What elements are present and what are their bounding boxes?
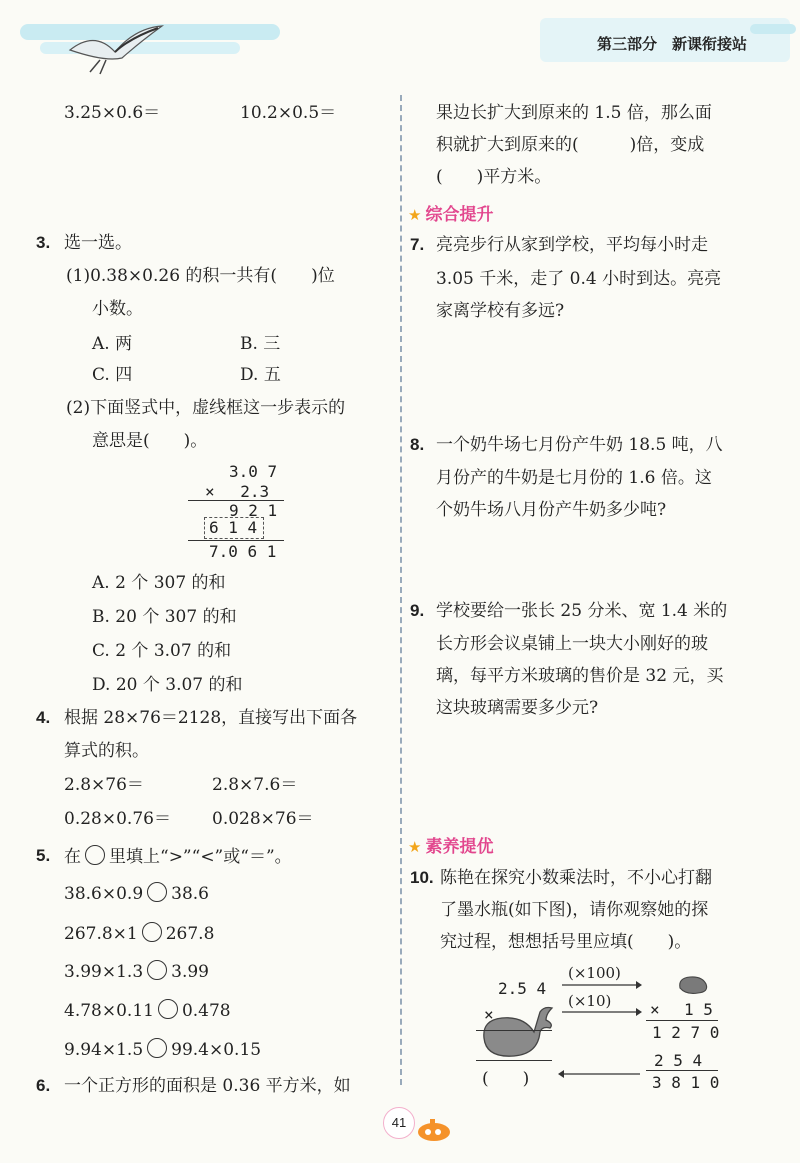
option-c[interactable]: C. 四 <box>92 365 133 385</box>
fig-text: 1 2 7 0 <box>652 1023 720 1042</box>
answer-circle[interactable] <box>158 999 178 1019</box>
fig-line <box>476 1030 552 1031</box>
question-title: 选一选。 <box>64 233 132 253</box>
calc-row: × 2.3 <box>205 482 270 501</box>
arrow-label: (×100) <box>568 964 621 982</box>
calc-item: 3.25×0.6＝ <box>64 103 161 123</box>
answer-circle[interactable] <box>147 960 167 980</box>
calc-item: 2.8×7.6＝ <box>212 775 298 795</box>
fig-line <box>646 1070 718 1071</box>
question-number: 6. <box>36 1076 51 1095</box>
question-text: 这块玻璃需要多少元? <box>436 698 599 718</box>
fig-text: 1 5 <box>684 1000 713 1019</box>
question-text: 长方形会议桌铺上一块大小刚好的玻 <box>436 634 708 654</box>
fig-text: 3 8 1 0 <box>652 1073 720 1092</box>
section-heading: ★ 素养提优 <box>408 837 494 857</box>
star-icon: ★ <box>408 206 422 224</box>
answer-paren[interactable]: ( ) <box>482 1069 530 1089</box>
page-number: 41 <box>383 1107 415 1139</box>
calc-item: 0.028×76＝ <box>212 809 314 829</box>
question-number: 10. <box>410 868 434 887</box>
answer-circle-icon <box>85 845 105 865</box>
submarine-icon <box>414 1116 454 1144</box>
question-text: 亮亮步行从家到学校，平均每小时走 <box>436 235 708 255</box>
question-number: 4. <box>36 708 51 727</box>
question-number: 3. <box>36 233 51 252</box>
question-text: 3.05 千米，走了 0.4 小时到达。亮亮 <box>436 269 722 289</box>
arrows <box>556 978 644 1078</box>
compare-row: 4.78×0.11 0.478 <box>64 1001 231 1021</box>
option-d[interactable]: D. 五 <box>240 365 281 385</box>
question-text: 积就扩大到原来的( )倍，变成 <box>436 135 705 155</box>
answer-circle[interactable] <box>147 1038 167 1058</box>
question-text: 根据 28×76＝2128，直接写出下面各 <box>64 708 358 728</box>
question-number: 5. <box>36 846 51 865</box>
fig-text: × <box>650 1000 660 1019</box>
question-text: 家离学校有多远? <box>436 301 565 321</box>
calc-row: 6 1 4 <box>209 518 258 537</box>
seagull-icon <box>60 20 170 80</box>
arrow-label: (×10) <box>568 992 612 1010</box>
question-text: 月份产的牛奶是七月份的 1.6 倍。这 <box>436 468 712 488</box>
question-text: 算式的积。 <box>64 741 149 761</box>
ink-stain-icon <box>676 974 710 996</box>
fig-text: 2.5 4 <box>498 979 547 998</box>
question-text: 璃，每平方米玻璃的售价是 32 元，买 <box>436 666 724 686</box>
compare-row: 38.6×0.9 38.6 <box>64 884 209 904</box>
question-text: 一个奶牛场七月份产牛奶 18.5 吨，八 <box>436 435 723 455</box>
option-d[interactable]: D. 20 个 3.07 的和 <box>92 675 243 695</box>
fig-text: × <box>484 1005 494 1024</box>
question-text: ( )平方米。 <box>436 167 552 187</box>
compare-row: 267.8×1 267.8 <box>64 924 215 944</box>
calc-item: 10.2×0.5＝ <box>240 103 337 123</box>
question-text: 一个正方形的面积是 0.36 平方米，如 <box>64 1076 351 1096</box>
question-text: 陈艳在探究小数乘法时，不小心打翻 <box>440 868 712 888</box>
option-b[interactable]: B. 20 个 307 的和 <box>92 607 237 627</box>
compare-row: 9.94×1.5 99.4×0.15 <box>64 1040 262 1060</box>
option-a[interactable]: A. 2 个 307 的和 <box>92 573 226 593</box>
star-icon: ★ <box>408 838 422 856</box>
option-c[interactable]: C. 2 个 3.07 的和 <box>92 641 232 661</box>
question-text: 究过程，想想括号里应填( )。 <box>440 932 692 952</box>
section-heading: ★ 综合提升 <box>408 205 494 225</box>
calc-item: 2.8×76＝ <box>64 775 144 795</box>
question-text: 意思是( )。 <box>92 431 208 451</box>
calc-item: 0.28×0.76＝ <box>64 809 171 829</box>
question-text: 在 里填上“>”“<”或“＝”。 <box>64 847 292 867</box>
option-a[interactable]: A. 两 <box>92 334 133 354</box>
column-divider <box>400 95 402 1085</box>
calc-row: 7.0 6 1 <box>209 542 277 561</box>
header-title: 第三部分 新课衔接站 <box>597 35 748 53</box>
answer-circle[interactable] <box>147 882 167 902</box>
question-number: 8. <box>410 435 425 454</box>
question-text: (1)0.38×0.26 的积一共有( )位 <box>66 266 335 286</box>
calc-row: 3.0 7 <box>229 462 278 481</box>
option-b[interactable]: B. 三 <box>240 334 281 354</box>
compare-row: 3.99×1.3 3.99 <box>64 962 209 982</box>
question-number: 9. <box>410 601 425 620</box>
question-text: 小数。 <box>92 299 143 319</box>
fig-text: 2 5 4 <box>654 1051 703 1070</box>
question-text: 个奶牛场八月份产牛奶多少吨? <box>436 500 667 520</box>
answer-circle[interactable] <box>142 922 162 942</box>
question-text: (2)下面竖式中，虚线框这一步表示的 <box>66 398 346 418</box>
fig-line <box>476 1060 552 1061</box>
question-text: 果边长扩大到原来的 1.5 倍，那么面 <box>436 103 712 123</box>
question-number: 7. <box>410 235 425 254</box>
question-text: 了墨水瓶(如下图)，请你观察她的探 <box>440 900 709 920</box>
fig-line <box>646 1020 718 1021</box>
question-text: 学校要给一张长 25 分米、宽 1.4 米的 <box>436 601 728 621</box>
calc-row: 9 2 1 <box>229 501 278 520</box>
